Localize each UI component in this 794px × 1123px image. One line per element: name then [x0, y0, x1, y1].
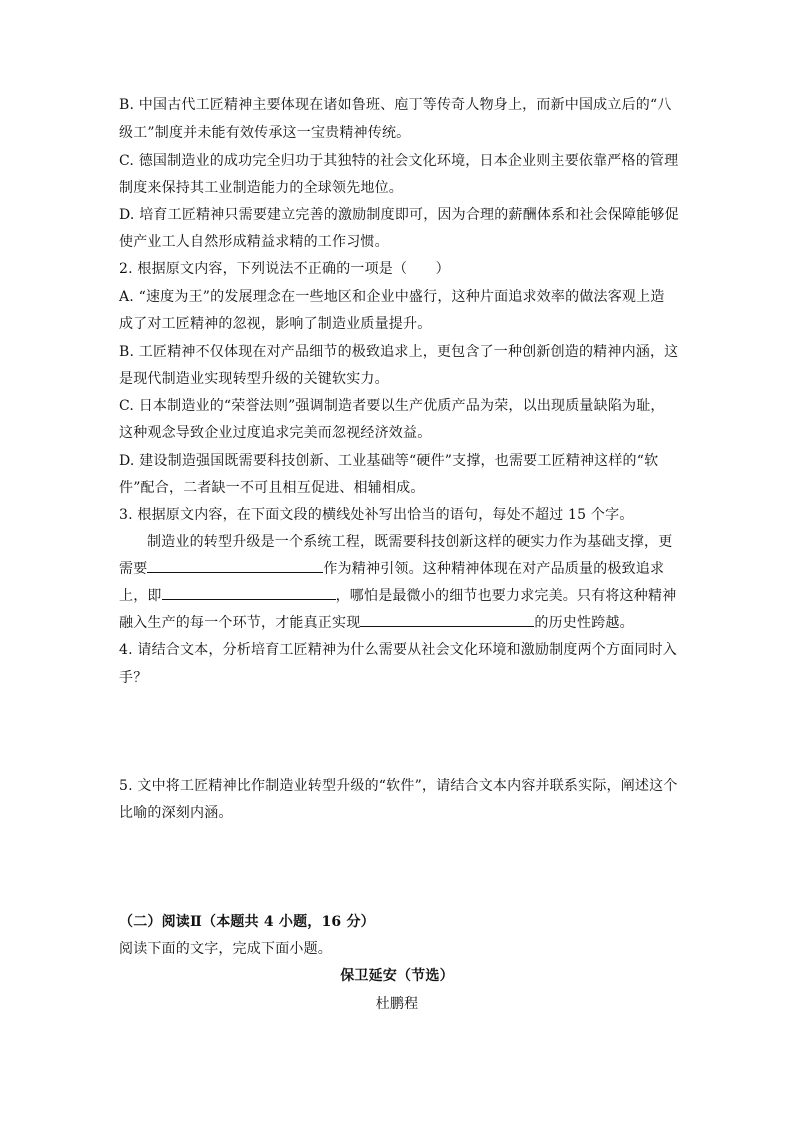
line: 比喻的深刻内涵。 — [119, 805, 233, 821]
line: 成了对工匠精神的忽视，影响了制造业质量提升。 — [119, 316, 432, 332]
fill-blank-line — [119, 558, 679, 579]
line: B. 中国古代工匠精神主要体现在诸如鲁班、庖丁等传奇人物身上，而新中国成立后的“八 — [119, 97, 672, 113]
fill-blank-line — [119, 612, 679, 633]
section-heading: （二）阅读Ⅱ（本题共 4 小题，16 分） — [119, 914, 375, 930]
question-4: 4. 请结合文本，分析培育工匠精神为什么需要从社会文化环境和激励制度两个方面同时入 — [119, 642, 678, 658]
text: 上，即 — [119, 588, 162, 604]
text: 的历史性跨越。 — [534, 615, 634, 631]
text: ，哪怕是最微小的细节也要力求完美。只有将这种精神 — [335, 588, 677, 604]
line: 这种观念导致企业过度追求完美而忽视经济效益。 — [119, 425, 432, 441]
question-3: 3. 根据原文内容，在下面文段的横线处补写出恰当的语句，每处不超过 15 个字。 — [119, 507, 634, 523]
passage-title: 保卫延安（节选） — [340, 968, 454, 984]
blank-3[interactable] — [360, 612, 534, 627]
text: 需要 — [119, 561, 148, 577]
option-c: C. 日本制造业的“荣誉法则”强调制造者要以生产优质产品为荣，以出现质量缺陷为耻， — [119, 398, 665, 414]
line: 使产业工人自然形成精益求精的工作习惯。 — [119, 234, 389, 250]
text: 作为精神引领。这种精神体现在对产品质量的极致追求 — [323, 561, 665, 577]
passage-author: 杜鹏程 — [375, 996, 419, 1012]
line: 是现代制造业实现转型升级的关键软实力。 — [119, 371, 389, 387]
option-b: B. 工匠精神不仅体现在对产品细节的极致追求上，更包含了一种创新创造的精神内涵，这 — [119, 344, 679, 360]
option-d: D. 建设制造强国既需要科技创新、工业基础等“硬件”支撑，也需要工匠精神这样的“软 — [119, 453, 659, 469]
blank-1[interactable] — [147, 558, 323, 573]
option-a: A. “速度为王”的发展理念在一些地区和企业中盛行，这种片面追求效率的做法客观上造 — [119, 289, 665, 305]
text: 融入生产的每一个环节，才能真正实现 — [119, 615, 361, 631]
line: 手？ — [119, 670, 148, 686]
blank-2[interactable] — [162, 585, 336, 600]
instruction: 阅读下面的文字，完成下面小题。 — [119, 941, 332, 957]
fill-blank-line — [119, 585, 679, 606]
line: D. 培育工匠精神只需要建立完善的激励制度即可，因为合理的薪酬体系和社会保障能够促 — [119, 207, 679, 223]
line: 级工”制度并未能有效传承这一宝贵精神传统。 — [119, 125, 411, 141]
line: 件”配合，二者缺一不可且相互促进、相辅相成。 — [119, 480, 425, 496]
question-2: 2. 根据原文内容，下列说法不正确的一项是（ ） — [119, 261, 450, 277]
line: C. 德国制造业的成功完全归功于其独特的社会文化环境，日本企业则主要依靠严格的管理 — [119, 153, 679, 169]
question-5: 5. 文中将工匠精神比作制造业转型升级的“软件”，请结合文本内容并联系实际，阐述这个 — [119, 778, 678, 794]
line: 制造业的转型升级是一个系统工程，既需要科技创新这样的硬实力作为基础支撑，更 — [147, 534, 673, 550]
line: 制度来保持其工业制造能力的全球领先地位。 — [119, 180, 403, 196]
